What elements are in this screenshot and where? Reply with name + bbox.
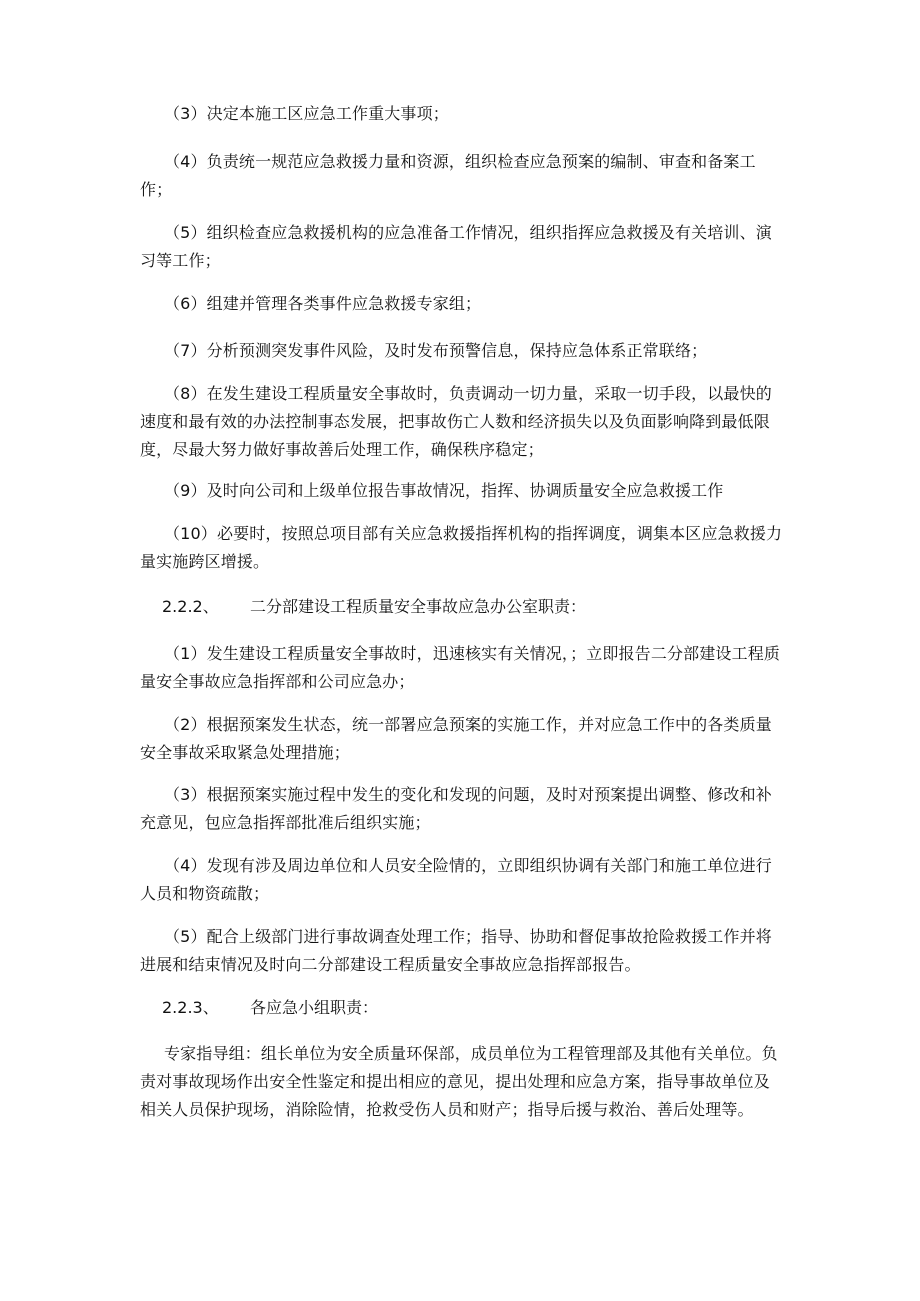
paragraph-item-10: （10）必要时，按照总项目部有关应急救援指挥机构的指挥调度，调集本区应急救援力量实施跨区增援。 (140, 524, 783, 571)
expert-group-paragraph: 专家指导组：组长单位为安全质量环保部，成员单位为工程管理部及其他有关单位。负责对事故现场作出安全性鉴定和提出相应的意见，提出处理和应急方案，指导事故单位及相关人员保护现场，消除险情，抢救受伤人员和财产；指导后援与救治、善后处理等。 (140, 1044, 778, 1119)
paragraph-item-5: （5）组织检查应急救援机构的应急准备工作情况，组织指挥应急救援及有关培训、演习等工作； (140, 223, 772, 270)
section-number: 2.2.3、 (162, 998, 219, 1017)
office-duty-3: （3）根据预案实施过程中发生的变化和发现的问题，及时对预案提出调整、修改和补充意见，包应急指挥部批准后组织实施； (140, 785, 772, 832)
office-duty-4: （4）发现有涉及周边单位和人员安全险情的，立即组织协调有关部门和施工单位进行人员和物资疏散； (140, 856, 772, 903)
paragraph-item-4: （4）负责统一规范应急救援力量和资源，组织检查应急预案的编制、审查和备案工作； (140, 152, 756, 199)
office-duty-5: （5）配合上级部门进行事故调查处理工作；指导、协助和督促事故抢险救援工作并将进展和结束情况及时向二分部建设工程质量安全事故应急指挥部报告。 (140, 927, 772, 974)
section-number: 2.2.2、 (162, 597, 219, 616)
paragraph-item-3: （3）决定本施工区应急工作重大事项； (164, 104, 449, 123)
paragraph-item-7: （7）分析预测突发事件风险，及时发布预警信息，保持应急体系正常联络； (164, 341, 708, 360)
section-title: 二分部建设工程质量安全事故应急办公室职责： (250, 597, 587, 616)
section-title: 各应急小组职责： (250, 998, 379, 1017)
office-duty-1: （1）发生建设工程质量安全事故时，迅速核实有关情况，；立即报告二分部建设工程质量安全事故应急指挥部和公司应急办； (140, 644, 781, 691)
section-heading-2-2-3 (162, 994, 378, 1022)
office-duty-2: （2）根据预案发生状态，统一部署应急预案的实施工作，并对应急工作中的各类质量安全事故采取紧急处理措施； (140, 715, 772, 762)
paragraph-item-9: （9）及时向公司和上级单位报告事故情况，指挥、协调质量安全应急救援工作 (164, 481, 724, 500)
paragraph-item-8: （8）在发生建设工程质量安全事故时，负责调动一切力量，采取一切手段，以最快的速度和最有效的办法控制事态发展，把事故伤亡人数和经济损失以及负面影响降到最低限度，尽最大努力做好事故善后处理工作，确保秩序稳定； (140, 384, 772, 459)
paragraph-item-6: （6）组建并管理各类事件应急救援专家组； (164, 294, 482, 313)
section-heading-2-2-2 (162, 593, 586, 621)
